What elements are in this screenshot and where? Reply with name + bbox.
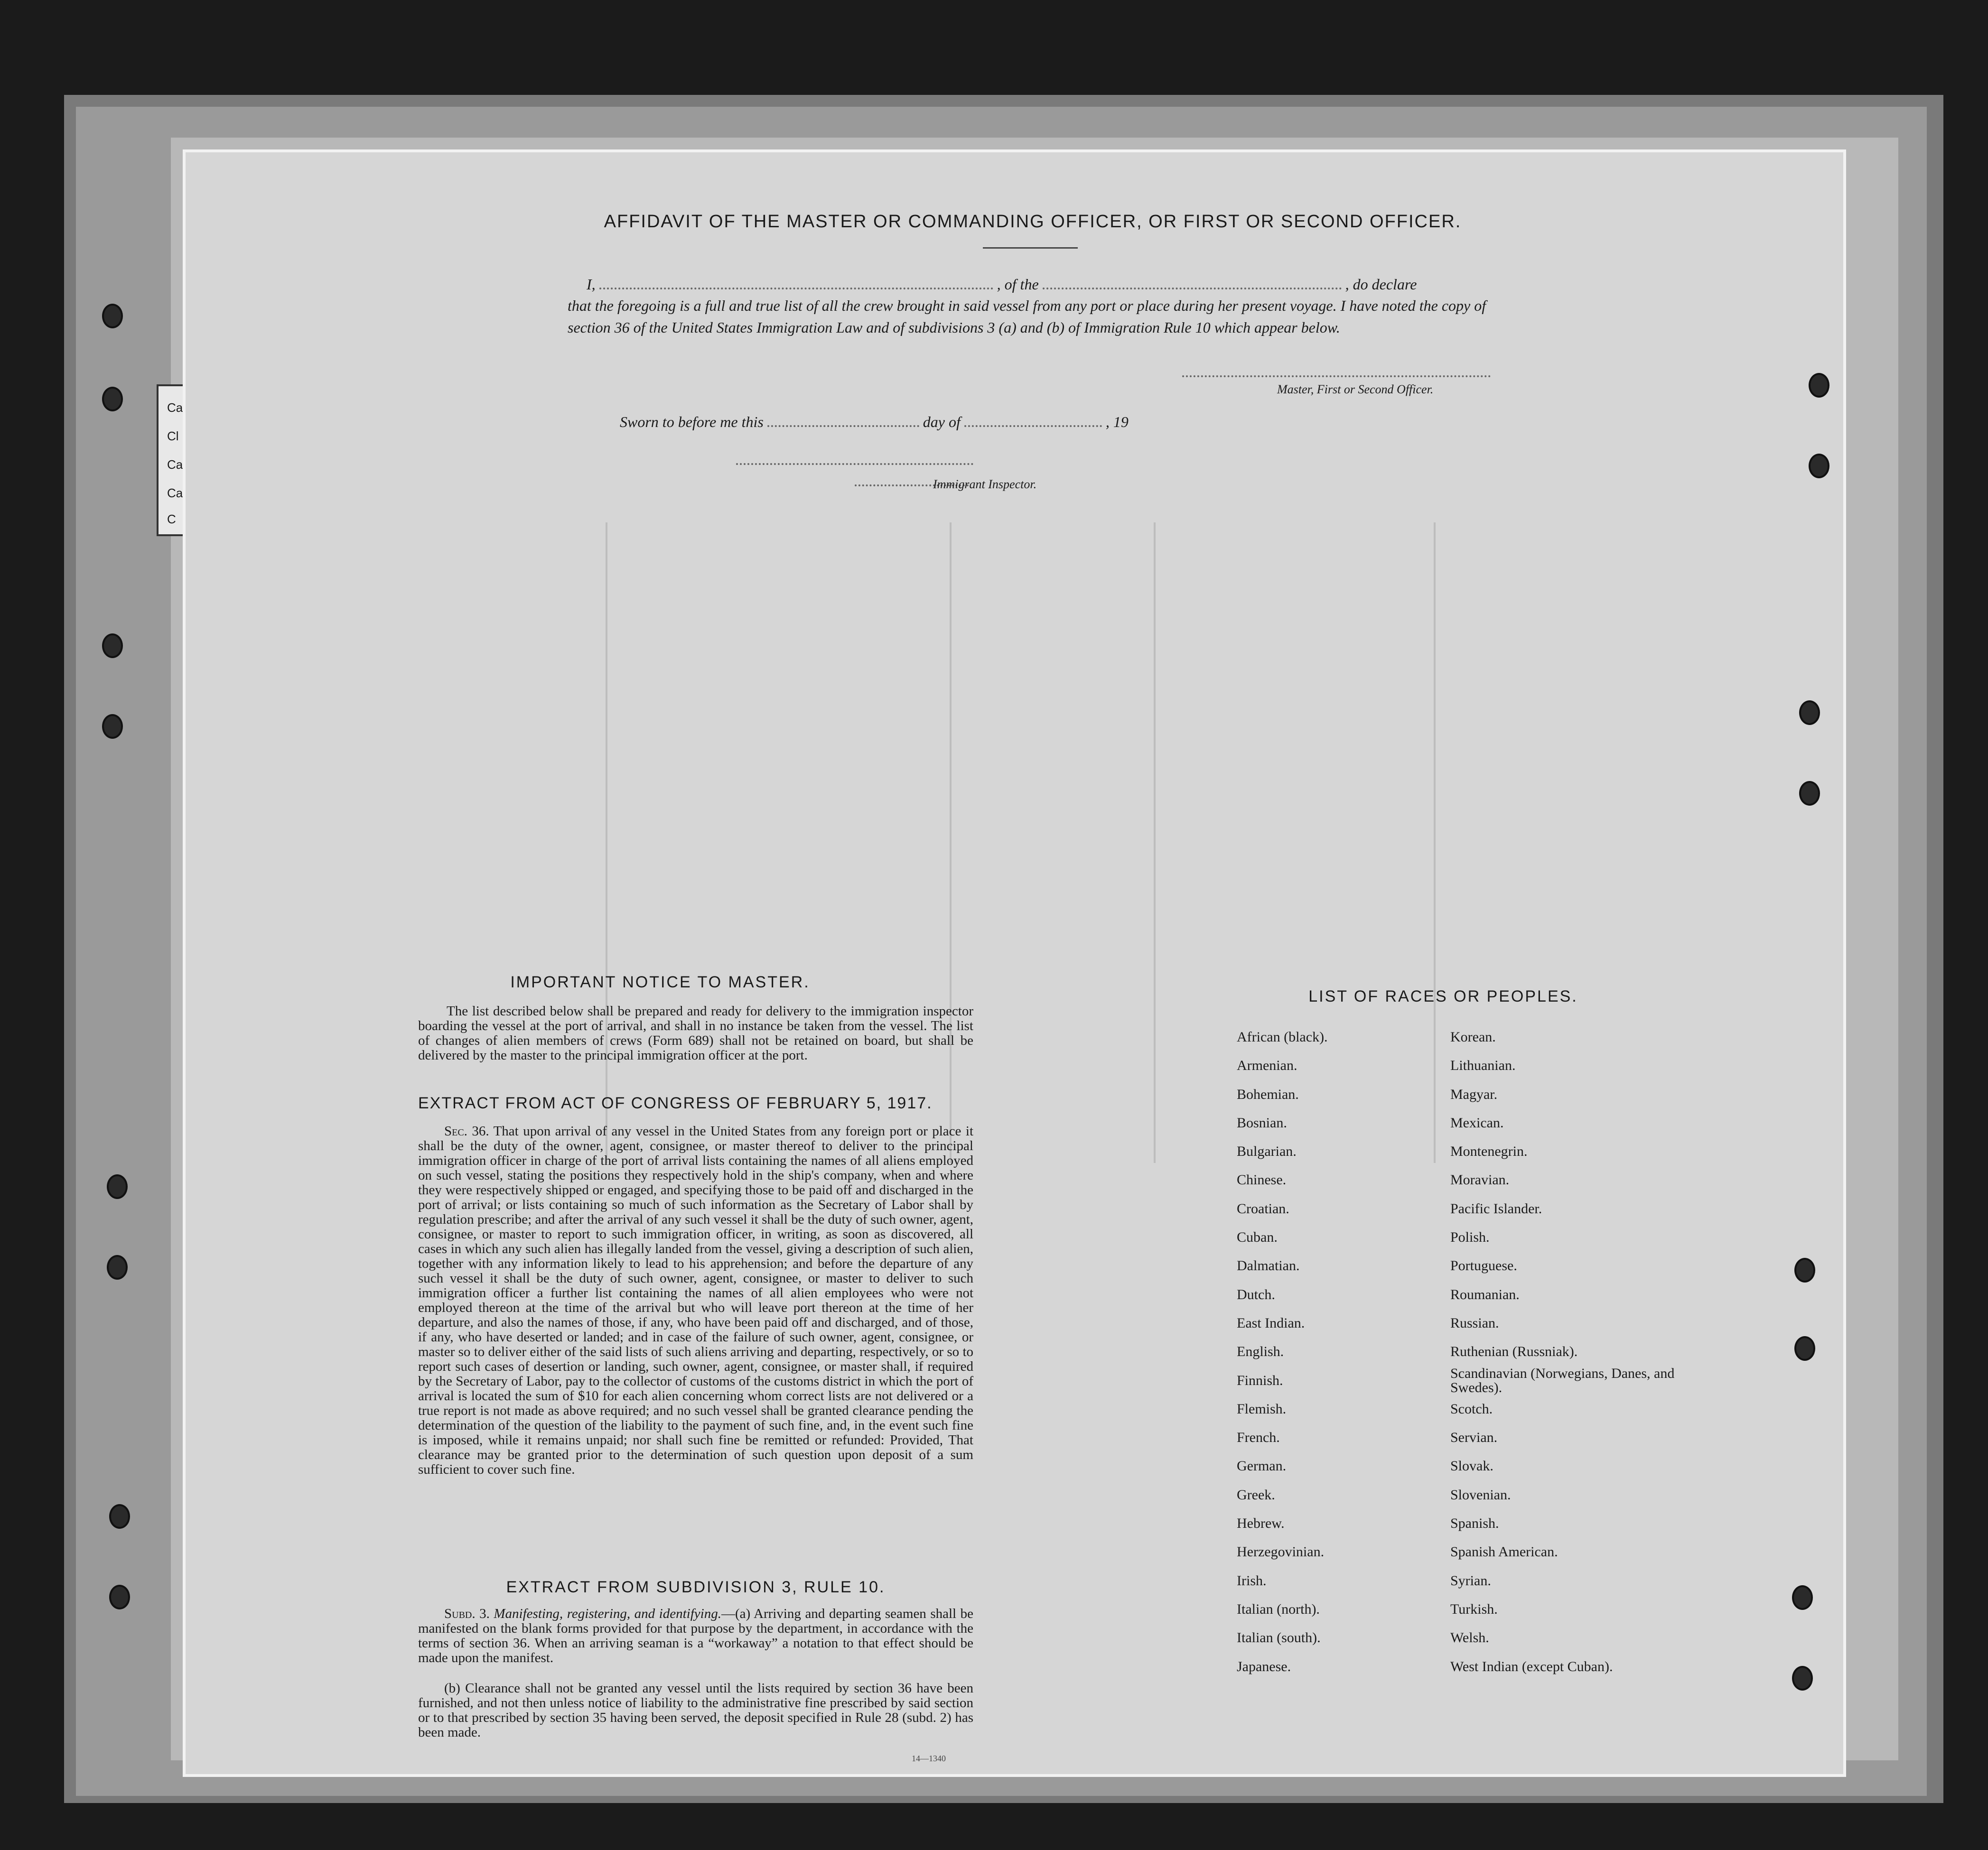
rule-title: EXTRACT FROM SUBDIVISION 3, RULE 10. bbox=[506, 1578, 886, 1596]
race-item: Polish. bbox=[1450, 1229, 1490, 1246]
race-item: Flemish. bbox=[1237, 1401, 1287, 1417]
binding-hole-icon bbox=[102, 304, 123, 328]
race-item: Syrian. bbox=[1450, 1572, 1491, 1589]
race-item: Cuban. bbox=[1237, 1229, 1278, 1246]
race-item: Bohemian. bbox=[1237, 1086, 1299, 1102]
binding-hole-icon bbox=[1809, 454, 1829, 478]
race-item: Herzegovinian. bbox=[1237, 1544, 1325, 1560]
race-item: Turkish. bbox=[1450, 1601, 1498, 1617]
vessel-field[interactable] bbox=[1043, 288, 1342, 289]
race-item: West Indian (except Cuban). bbox=[1450, 1658, 1613, 1674]
race-item: Welsh. bbox=[1450, 1630, 1489, 1646]
month-field[interactable] bbox=[964, 425, 1102, 427]
index-tab bbox=[157, 384, 185, 536]
rule-subd-label: Subd. 3. bbox=[444, 1606, 490, 1621]
binding-hole-icon bbox=[1799, 781, 1820, 806]
race-item: Magyar. bbox=[1450, 1086, 1498, 1102]
act-section-label: Sec. 36. bbox=[444, 1124, 489, 1139]
race-item: French. bbox=[1237, 1430, 1280, 1446]
race-item: Servian. bbox=[1450, 1430, 1498, 1446]
race-item: Moravian. bbox=[1450, 1172, 1510, 1188]
binding-hole-icon bbox=[1809, 373, 1829, 398]
race-item: Armenian. bbox=[1237, 1058, 1297, 1074]
races-column-2 bbox=[1450, 1023, 1716, 1681]
binding-hole-icon bbox=[1794, 1258, 1815, 1283]
race-item: Spanish American. bbox=[1450, 1544, 1558, 1560]
race-item: Scotch. bbox=[1450, 1401, 1493, 1417]
rule-subd-heading: Manifesting, registering, and identifying. bbox=[494, 1606, 721, 1621]
form-number: 14—1340 bbox=[912, 1754, 946, 1763]
race-item: Scandinavian (Norwegians, Danes, and Swedes). bbox=[1450, 1365, 1675, 1395]
binding-hole-icon bbox=[1794, 1336, 1815, 1361]
act-title: EXTRACT FROM ACT OF CONGRESS OF FEBRUARY 5, 1917. bbox=[418, 1094, 933, 1112]
sworn-prefix: Sworn to before me this bbox=[620, 413, 764, 430]
race-item: Finnish. bbox=[1237, 1372, 1283, 1388]
notice-title: IMPORTANT NOTICE TO MASTER. bbox=[510, 973, 810, 991]
race-item: Roumanian. bbox=[1450, 1286, 1520, 1302]
race-item: Korean. bbox=[1450, 1029, 1496, 1045]
race-item: Mexican. bbox=[1450, 1115, 1504, 1131]
race-item: Chinese. bbox=[1237, 1172, 1287, 1188]
act-body: That upon arrival of any vessel in the United States from any foreign port or place it shall be the duty of the owner, agent, consignee, or master thereof to deliver to the principal immigration officer in charge of the port of arrival lists containing the names of all aliens employed on such vessel, stating the positions they respectively hold in the ship's company, when and where they were respectively shipped or engaged, and specifying those to be paid off and discharged in the port of arrival; or lists containing so much of such information as the Secretary of Labor shall by regulation prescribe; and after the arrival of any such vessel it shall be the duty of such owner, agent, consignee, or master to report to such immigration officer, in writing, as soon as discovered, all cases in which any such alien has illegally landed from the vessel, giving a description of such alien, together with any information likely to lead to his apprehension; and before the departure of any such vessel it shall be the duty of such owner, agent, consignee, or master to deliver to such immigration officer a further list containing the names of all alien employees who were not employed thereon at the time of the arrival but who will leave port thereon at the time of her departure, and also the names of those, if any, who have been paid off and discharged, and of those, if any, who have deserted or landed; and in case of the failure of such owner, agent, consignee, or master so to deliver either of the said lists of such aliens arriving and departing, respectively, or so to report such cases of desertion or landing, such owner, agent, consignee, or master shall, if required by the Secretary of Labor, pay to the collector of customs of the customs district in which the port of arrival is located the sum of $10 for each alien concerning whom correct lists are not delivered or a true report is not made as above required; and no such vessel shall be granted clearance pending the determination of the question of the liability to the payment of such fine, and, in the event such fine is imposed, while it remains unpaid; nor shall such fine be remitted or refunded: Provided, That clearance may be granted prior to the determination of such question upon deposit of a sum sufficient to cover such fine. bbox=[418, 1124, 974, 1477]
affidavit-i: I, bbox=[587, 276, 596, 293]
race-item: Lithuanian. bbox=[1450, 1058, 1516, 1074]
name-field[interactable] bbox=[599, 288, 993, 289]
binding-hole-icon bbox=[109, 1504, 130, 1529]
race-item: African (black). bbox=[1237, 1029, 1328, 1045]
race-item: Japanese. bbox=[1237, 1658, 1291, 1674]
tab-letter: C bbox=[167, 512, 176, 526]
race-item: Spanish. bbox=[1450, 1515, 1499, 1532]
notice-body: The list described below shall be prepared and ready for delivery to the immigration inspector boarding the vessel at the port of arrival, and shall in no instance be taken from the vessel. The list of changes of alien members of crews (Form 689) shall not be retained on board, but shall be delivered by the master to the principal immigration officer at the port. bbox=[418, 1004, 973, 1063]
rule-para-a-text: —(a) Arriving and departing seamen shall be manifested on the blank forms provided for that purpose by the department, in accordance with the terms of section 36. When an arriving seaman is a “workaway” a notation to that effect should be made upon the manifest. bbox=[418, 1606, 973, 1665]
races-column-1 bbox=[1237, 1023, 1446, 1681]
inspector-label: Immigrant Inspector. bbox=[933, 477, 1037, 491]
rule-para-a bbox=[418, 1607, 973, 1665]
binding-hole-icon bbox=[1792, 1666, 1813, 1691]
race-item: Slovenian. bbox=[1450, 1487, 1511, 1503]
races-title: LIST OF RACES OR PEOPLES. bbox=[1308, 987, 1578, 1005]
tab-letter: Ca bbox=[167, 486, 183, 500]
race-item: East Indian. bbox=[1237, 1315, 1305, 1331]
race-item: Montenegrin. bbox=[1450, 1143, 1528, 1160]
binding-hole-icon bbox=[107, 1255, 128, 1280]
binding-hole-icon bbox=[1792, 1585, 1813, 1610]
race-item: Russian. bbox=[1450, 1315, 1499, 1331]
race-item: Bosnian. bbox=[1237, 1115, 1287, 1131]
race-item: Dalmatian. bbox=[1237, 1258, 1300, 1274]
tab-letter: Ca bbox=[167, 457, 183, 472]
race-item: Ruthenian (Russniak). bbox=[1450, 1344, 1578, 1360]
inspector-signature-field[interactable] bbox=[736, 463, 973, 465]
race-item: Hebrew. bbox=[1237, 1515, 1285, 1532]
bleed-line bbox=[1154, 522, 1156, 1163]
binding-hole-icon bbox=[1799, 700, 1820, 725]
race-item: Pacific Islander. bbox=[1450, 1200, 1542, 1217]
race-item: Irish. bbox=[1237, 1572, 1267, 1589]
affidavit-declaration-line bbox=[568, 273, 1493, 295]
binding-hole-icon bbox=[102, 633, 123, 658]
race-item: Italian (north). bbox=[1237, 1601, 1320, 1617]
tab-letter: Ca bbox=[167, 400, 183, 415]
sworn-line bbox=[620, 411, 1427, 433]
sworn-day-of: day of bbox=[923, 413, 961, 430]
affidavit-title: AFFIDAVIT OF THE MASTER OR COMMANDING OFFICER, OR FIRST OR SECOND OFFICER. bbox=[604, 212, 1462, 232]
race-item: Croatian. bbox=[1237, 1200, 1289, 1217]
race-item: Bulgarian. bbox=[1237, 1143, 1297, 1160]
manifest-page bbox=[183, 149, 1846, 1777]
title-rule bbox=[983, 247, 1078, 249]
sworn-year: , 19 bbox=[1105, 413, 1129, 430]
race-item: Dutch. bbox=[1237, 1286, 1275, 1302]
rule-para-b: (b) Clearance shall not be granted any vessel until the lists required by section 36 have been furnished, and not then unless notice of liability to the administrative fine prescribed by said section or to that prescribed by section 35 having been served, the deposit specified in Rule 28 (subd. 2) has been made. bbox=[418, 1681, 973, 1740]
affidavit-declare: , do declare bbox=[1345, 276, 1417, 293]
race-item: Greek. bbox=[1237, 1487, 1275, 1503]
day-field[interactable] bbox=[767, 425, 919, 427]
binding-hole-icon bbox=[102, 387, 123, 411]
master-signature-field[interactable] bbox=[1182, 375, 1491, 377]
race-item: Slovak. bbox=[1450, 1458, 1493, 1474]
bleed-line bbox=[950, 522, 952, 1163]
binding-hole-icon bbox=[107, 1174, 128, 1199]
master-signature-label: Master, First or Second Officer. bbox=[1277, 382, 1434, 396]
tab-letter: Cl bbox=[167, 429, 179, 443]
race-item: Portuguese. bbox=[1450, 1258, 1517, 1274]
bleed-line bbox=[606, 522, 607, 1163]
race-item: German. bbox=[1237, 1458, 1287, 1474]
affidavit-of-the: , of the bbox=[997, 276, 1039, 293]
act-body-block bbox=[418, 1124, 973, 1477]
race-item: Italian (south). bbox=[1237, 1630, 1321, 1646]
race-item: English. bbox=[1237, 1344, 1284, 1360]
binding-hole-icon bbox=[109, 1585, 130, 1609]
binding-hole-icon bbox=[102, 714, 123, 739]
affidavit-body: that the foregoing is a full and true list of all the crew brought in said vessel from any port or place during her present voyage. I have noted the copy of section 36 of the United States Immigration Law and of subdivisions 3 (a) and (b) of Immigration Rule 10 which appear below. bbox=[568, 297, 1486, 336]
